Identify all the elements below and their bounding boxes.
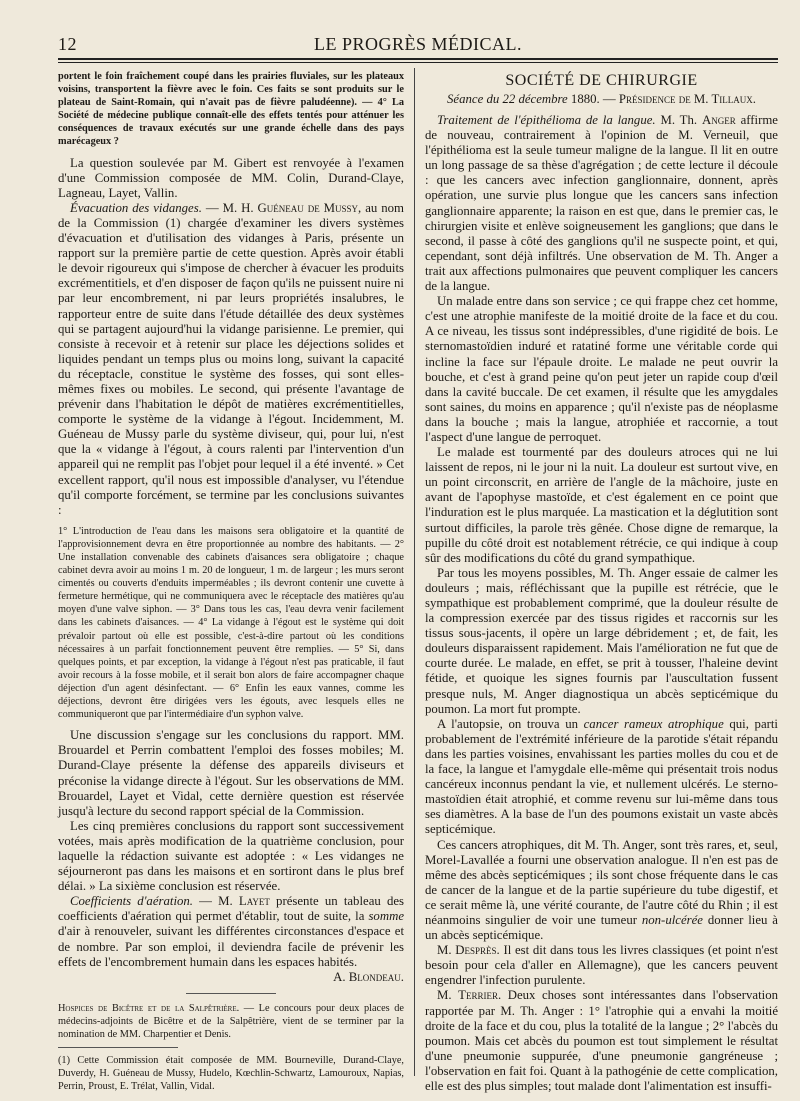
moyens-paragraph: Par tous les moyens possibles, M. Th. Anger essaie de calmer les douleurs ; mais, réfléchissant que la pupille est rétrécie, que le sympathique est probablement comprimé, que la douleur résulte de la compression exercée par des tissus rigides et raccornis sur les tissus sous-jacents, il opère un large débridement ; et, de fait, les douleurs disparaissent rapidement. Mais l'amélioration ne fut que de courte durée. Le malade, en effet, se prit à tousser, l'haleine devint fétide, et quoique les signes fournis par l'auscultation fussent presque nuls, M. Anger diagnostiqua un abcès septicémique du poumon. La mort fut prompte. <box>425 565 778 716</box>
aeration-title: Coefficients d'aération. <box>70 894 193 909</box>
autopsie-body: qui, parti probablement de l'extrémité inférieure de la parotide s'était répandu dans les parties voisines, envahissant les parties molles du cou et de la face, la langue et l'amygdale elle-même qui présentait trois nodus cancéreux inconnus pendant la vie, et nullement ulcérés. Le sterno-mastoïdien était atrophié, et comme revenu sur lui-même dans tous ses diamètres. A la base de l'un des poumons existait un vaste abcès septicémique. <box>425 716 778 837</box>
aeration-author: Layet <box>238 894 270 909</box>
autopsie-lead: A l'autopsie, on trouva un <box>437 716 584 731</box>
terrier-paragraph <box>425 988 778 1094</box>
epithelioma-paragraph <box>425 113 778 294</box>
epithelioma-title: Traitement de l'épithélioma de la langue. <box>437 113 656 127</box>
votes-paragraph: Les cinq premières conclusions du rapport sont successivement votées, mais après modification de la quatrième conclusion, pour laquelle la rédaction suivante est adoptée : « Les vidanges ne séjourneront pas dans les maisons et en sortiront dans le plus bref délai. » La sixième conclusion est réservée. <box>58 818 404 894</box>
section-rule <box>186 993 276 994</box>
atrophiques-a: Ces cancers atrophiques, dit M. Th. Anger, sont très rares, et, seul, Morel-Lavallée a fourni une observation analogue. Il n'en est pas de même des abcès septicémiques ; ils sont chose fréquente dans le cas de cancer de la langue et de la partie supérieure du tube digestif, et ce serait même là, une vérité courante, de l'autre côté du Rhin ; il est néanmoins singulier de voir une tumeur <box>425 837 778 927</box>
section-title: SOCIÉTÉ DE CHIRURGIE <box>505 72 698 89</box>
hospices-body: — Le concours pour deux places de médecins-adjoints de Bicêtre et de la Salpêtrière, vient de se terminer par la nomination de MM. Charpentier et Denis. <box>58 1002 404 1040</box>
terrier-lead: M. <box>437 988 459 1003</box>
despres-lead: M. <box>437 943 456 958</box>
page-number: 12 <box>58 34 77 54</box>
autopsie-italic: cancer rameux atrophique <box>583 716 724 731</box>
session-line <box>425 92 778 107</box>
aeration-paragraph <box>58 894 404 969</box>
malade-paragraph: Un malade entre dans son service ; ce qui frappe chez cet homme, c'est une atrophie manifeste de la moitié droite de la face et du cou. A ce niveau, les tissus sont indépressibles, d'une rigidité de bois. Le sternomastoïdien induré et ratatiné forme une véritable corde qui incline la face sur l'épaule droite. Le malade ne peut ouvrir la bouche, et c'est à grand peine qu'on peut jeter un rapide coup d'œil dans la cavité buccale. De cet examen, il résulte que les amygdales sont saines, du moins en apparence ; qu'il n'existe pas de néoplasme dans la bouche ; mais la langue, atrophiée et raccornie, a tout l'aspect d'une langue de perroquet. <box>425 294 778 444</box>
footnote: (1) Cette Commission était composée de MM. Bourneville, Durand-Claye, Duverdy, H. Guéneau de Mussy, Hudelo, Kœchlin-Schwartz, Lamouroux, Napias, Perrin, Proust, E. Trélat, Vallin, Vidal. <box>58 1055 404 1093</box>
despres-author: Desprès. <box>455 943 500 958</box>
hospices-notice <box>58 1002 404 1041</box>
douleurs-paragraph: Le malade est tourmenté par des douleurs atroces qui ne lui laissent de repos, ni le jour ni la nuit. La douleur est surtout vive, en un point circonscrit, en arrière de l'angle de la mâchoire, juste en avant de l'apophyse mastoïde, et c'est également en ce point que l'induration est le plus marquée. La mastication et la déglutition sont surtout difficiles, la parole très gênée. Chose digne de remarque, la pupille du côté droit est notablement rétrécie, ce qui indique à coup sûr des modifications du côté du grand sympathique. <box>425 445 778 565</box>
vidanges-author: Guéneau de Mussy <box>257 200 359 215</box>
autopsie-paragraph <box>425 717 778 838</box>
discussion-paragraph: Une discussion s'engage sur les conclusions du rapport. MM. Brouardel et Perrin combattent l'emploi des fosses mobiles; M. Durand-Claye présente la défense des appareils diviseurs et préconise la vidange directe à l'égout. Sur les observations de MM. Brouardel, Layet et Vidal, cette dernière question est réservée jusqu'à lecture du second rapport spécial de la Commission. <box>58 728 404 818</box>
right-column <box>425 70 778 1093</box>
column-divider <box>414 68 415 1076</box>
header-rule-thick <box>58 58 778 60</box>
vidanges-body: , au nom de la Commission (1) chargée d'examiner les divers systèmes d'évacuation et d'utilisation des vidanges à Paris, présente un rapport sur la première partie de cette question. Après avoir établi le devoir rigoureux qui s'impose de chercher à évacuer les produits excrémentitiels, et d'en disposer de façon qu'ils ne puissent nuire ni par leur encombrement, ni par leurs propriétés insalubres, le rapporteur entre de suite dans l'étude détaillée des deux systèmes qui se partagent aujourd'hui la vidange parisienne. Le premier, qui consiste à recevoir et à retenir sur place les déjections solides et liquides pendant un temps plus ou moins long, suivant la capacité du réceptacle, constitue le système des fosses, qui sont elles-mêmes fixes ou mobiles. Le second, qui présente l'avantage de prévenir dans l'habitation le dépôt de matières excrémentitielles, comporte le système de la vidange à l'égout. Incidemment, M. Guéneau de Mussy parle du système diviseur, qui, pour lui, n'est que la « vidange à l'égout, à cours ralenti par l'intervention d'un appareil qui ne remplit pas l'objet pour lequel il a été inventé. » Cet excellent rapport, qu'il nous est impossible d'analyser, vu l'étendue qu'il comporte forcément, se termine par les conclusions suivantes : <box>58 200 404 517</box>
terrier-author: Terrier. <box>458 988 502 1003</box>
vidanges-paragraph <box>58 201 404 518</box>
page-header <box>58 34 778 56</box>
aeration-body-a: présente un tableau des coefficients d'aération qui permet d'établir, tout de suite, la <box>58 894 404 924</box>
atrophiques-paragraph <box>425 838 778 944</box>
commission-paragraph: La question soulevée par M. Gibert est renvoyée à l'examen d'une Commission composée de MM. Colin, Durand-Claye, Lagneau, Layet, Vallin. <box>58 155 404 200</box>
journal-title: LE PROGRÈS MÉDICAL. <box>313 34 522 54</box>
aeration-body-b: d'air à renouveler, suivant les différentes circonstances d'espace et de nombre. Par son emploi, il deviendra facile de prévenir les effets de l'encombrement humain dans les espaces habités. <box>58 924 404 969</box>
session-year: 1880. — <box>567 92 619 106</box>
aeration-lead: — M. <box>193 894 239 909</box>
session-president: Présidence de M. Tillaux. <box>618 92 756 106</box>
terrier-body: Deux choses sont intéressantes dans l'observation rapportée par M. Th. Anger : 1° l'atrophie qui a envahi la moitié droite de la face et du cou, plus la totalité de la langue ; 2° l'abcès du poumon. Mais cet abcès du poumon est tout simplement le résultat d'une pneumonie suppurée, d'une pneumonie gangréneuse ; l'observation en fait foi. Quant à la pathogénie de cette complication, elle est des plus simples; tout malade dont l'alimentation est insuffi- <box>425 988 778 1093</box>
left-column <box>58 70 404 1093</box>
vidanges-title: Évacuation des vidanges. <box>70 200 202 215</box>
epithelioma-body: affirme de nouveau, contrairement à l'opinion de M. Verneuil, que l'épithélioma est la seule tumeur maligne de la langue. Il lit en outre un long passage de sa thèse d'agrégation ; de cette lecture il découle : que les cancers avec infection ganglionnaire, donnent, après opération, une survie plus longue que les cancers sans infection ganglionnaire apparente; la raison en est que, dans le premier cas, le chirurgien visite et enlève soigneusement les ganglions; que dans le second, il passe à côté des ganglions qu'il ne suspecte point, et qui, cependant, sont déjà infiltrés. Une observation de M. Th. Anger a trait aux affections pulmonaires que peuvent compliquer les cancers de la langue. <box>425 113 778 294</box>
footnote-rule <box>58 1047 178 1048</box>
intro-paragraph: portent le foin fraîchement coupé dans les prairies fluviales, sur les plateaux voisins, transportent la fièvre avec le foin. Ces faits se sont produits sur le plateau de Saint-Romain, qui n'avait pas de fièvre paludéenne). — 4° La Société de médecine publique connaît-elle des effets tentés pour atténuer les conséquences de travaux exécutés sur une grande échelle dans des pays marécageux ? <box>58 71 404 148</box>
epithelioma-author: Anger <box>701 113 736 127</box>
atrophiques-italic: non-ulcérée <box>641 912 703 927</box>
conclusions-list: 1° L'introduction de l'eau dans les maisons sera obligatoire et la quantité de l'approvisionnement devra en être proportionnée au nombre des habitants. — 2° Une installation convenable des cabinets d'aisances sera obligatoire ; chaque cabinet devra avoir au moins 1 m. 20 de longueur, 1 m. de largeur ; les murs seront cimentés ou couverts d'enduits imperméables ; ils devront contenir une cuvette à fermeture hermétique, qui ne communiquera avec le réceptacle des matières qu'au moyen d'une valve siphon. — 3° Dans tous les cas, l'eau devra venir facilement dans les cabinets d'aisances. — 4° La vidange à l'égout est le système qui doit prévaloir partout où elle est possible, c'est-à-dire partout où les conditions nécessaires à un parfait fonctionnement peuvent être remplies. — 5° Si, dans quelques points, et par exception, la vidange à l'égout n'est pas praticable, il faut avoir recours à la fosse mobile, et il serait bon alors de faire accompagner chaque déjection d'un agent désinfectant. — 6° Enfin les eaux vannes, comme les déjections, devront être dirigées vers les égouts, avec lesquels elles ne communiqueront que par l'intermédiaire d'un syphon valve. <box>58 525 404 721</box>
despres-paragraph <box>425 943 778 988</box>
despres-body: Il est dit dans tous les livres classiques (et point n'est besoin pour cela d'aller en Allemagne), que les cancers peuvent engendrer l'infection purulente. <box>425 943 778 988</box>
aeration-somme: somme <box>368 909 404 924</box>
vidanges-lead: — M. H. <box>201 200 258 215</box>
signature: A. Blondeau. <box>333 969 404 984</box>
atrophiques-b: donner lieu à un abcès septicémique. <box>425 912 778 943</box>
header-rule-thin <box>58 62 778 63</box>
session-date: Séance du 22 décembre <box>447 92 568 106</box>
hospices-head: Hospices de Bicêtre et de la Salpêtrière. <box>58 1002 240 1014</box>
epithelioma-lead: M. Th. <box>655 113 702 127</box>
